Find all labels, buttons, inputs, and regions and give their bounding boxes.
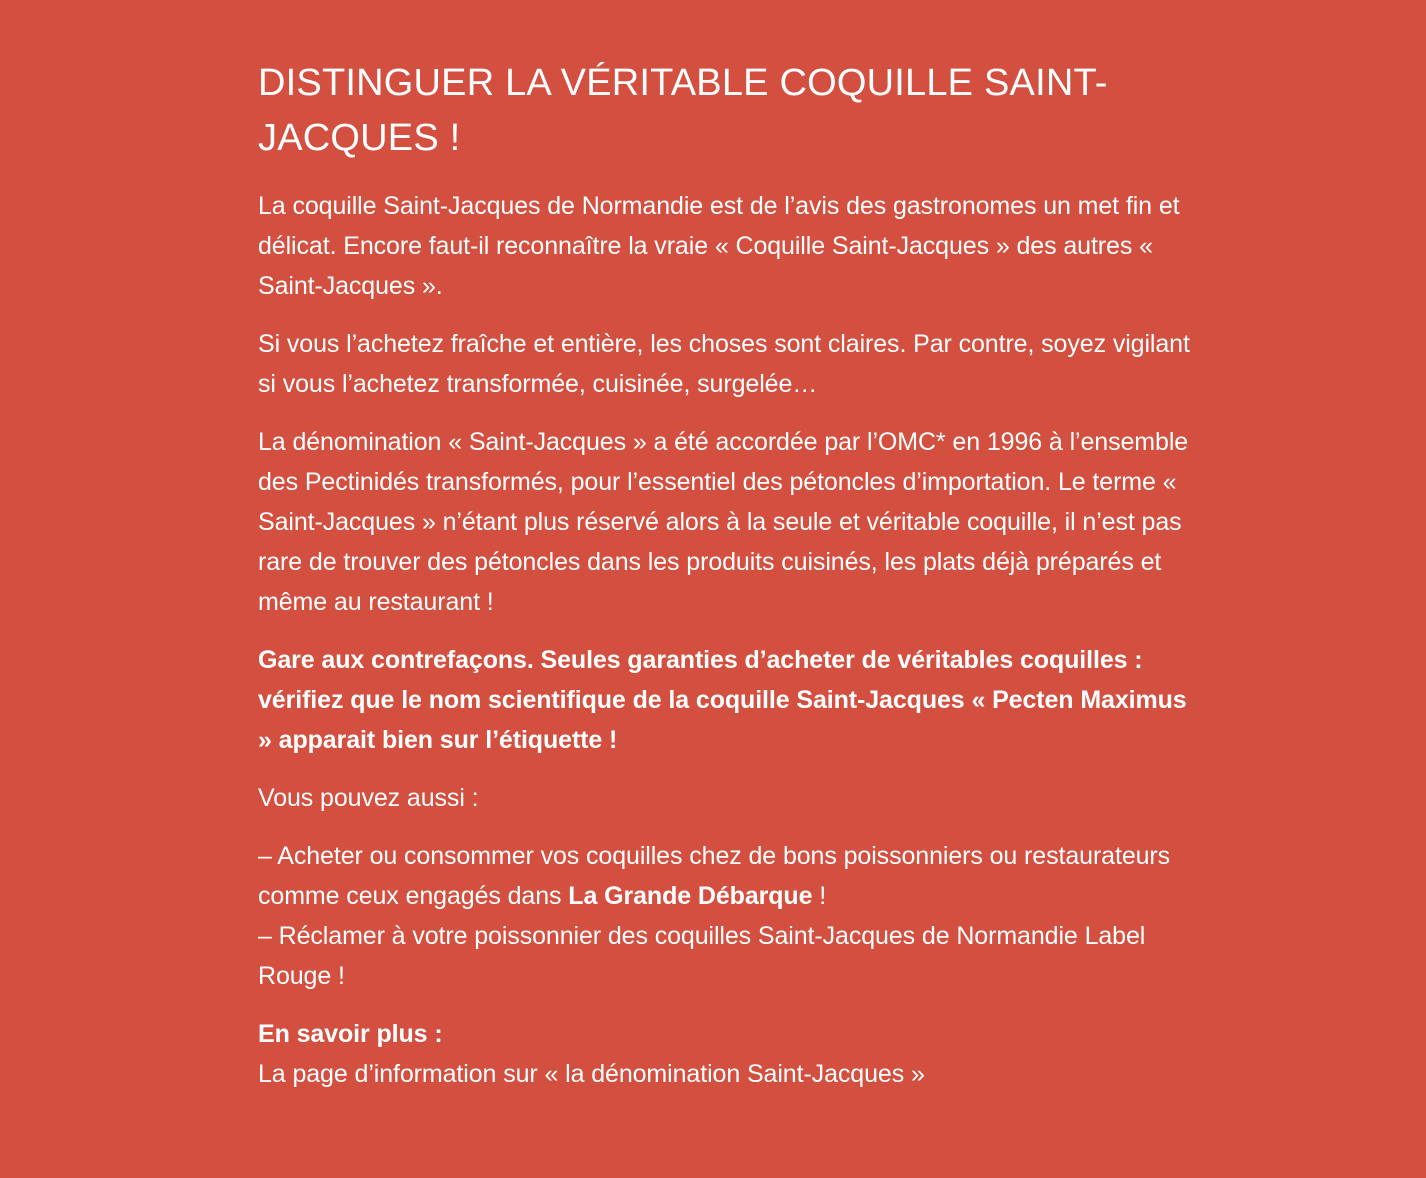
counterfeit-warning: Gare aux contrefaçons. Seules garanties d’acheter de véritables coquilles : vérifiez que le nom scientifique de la coquille Saint-Jacques « Pecten Maximus » apparait bien sur l’étiquette !	[258, 646, 1187, 754]
advice-list	[258, 836, 1198, 996]
denomination-info-link[interactable]: La page d’information sur « la dénomination Saint-Jacques »	[258, 1060, 925, 1088]
advice-item-claim: – Réclamer à votre poissonnier des coquilles Saint-Jacques de Normandie Label Rouge !	[258, 922, 1146, 990]
denomination-paragraph: La dénomination « Saint-Jacques » a été accordée par l’OMC* en 1996 à l’ensemble des Pectinidés transformés, pour l’essentiel des pétoncles d’importation. Le terme « Saint-Jacques » n’étant plus réservé alors à la seule et véritable coquille, il n’est pas rare de trouver des pétoncles dans les produits cuisinés, les plats déjà préparés et même au restaurant !	[258, 428, 1189, 616]
intro-paragraph: La coquille Saint-Jacques de Normandie est de l’avis des gastronomes un met fin et délicat. Encore faut-il reconnaître la vraie « Coquille Saint-Jacques » des autres « Saint-Jacques ».	[258, 192, 1180, 300]
article-content	[258, 56, 1198, 1112]
more-info-heading: En savoir plus :	[258, 1020, 443, 1048]
la-grande-debarque-link[interactable]: La Grande Débarque	[568, 882, 813, 910]
advice-item-buy-ending: !	[812, 882, 827, 910]
purchase-paragraph: Si vous l’achetez fraîche et entière, les choses sont claires. Par contre, soyez vigilant si vous l’achetez transformée, cuisinée, surgelée…	[258, 330, 1190, 398]
more-info	[258, 1014, 1198, 1094]
advice-item-buy	[258, 836, 1198, 916]
advice-item-buy-text: – Acheter ou consommer vos coquilles chez de bons poissonniers ou restaurateurs comme ceux engagés dans	[258, 842, 1171, 910]
also-intro: Vous pouvez aussi :	[258, 784, 479, 812]
page-title: DISTINGUER LA VÉRITABLE COQUILLE SAINT-JACQUES !	[258, 62, 1108, 159]
